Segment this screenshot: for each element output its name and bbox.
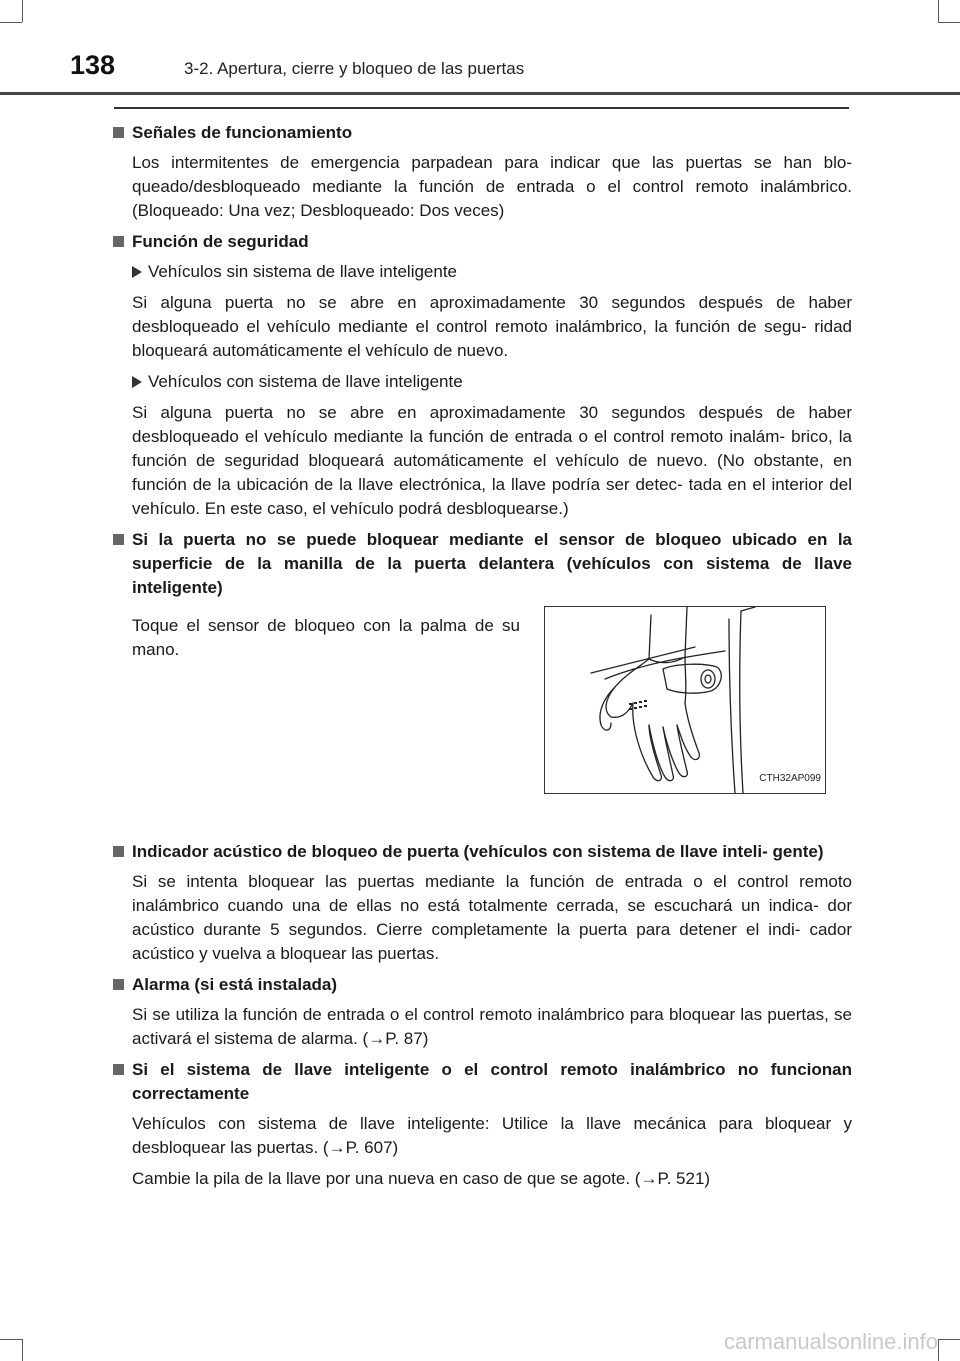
paragraph: Toque el sensor de bloqueo con la palma de su mano. [132,616,520,659]
paragraph: Si alguna puerta no se abre en aproximadamente 30 segundos después de haber desbloqueado el vehículo mediante el control remoto inalámbrico, la función de segu- ridad bloqueará automáticamente el vehículo de nuevo. [132,293,852,360]
page-number: 138 [70,50,116,80]
square-bullet-icon [113,1064,124,1075]
square-bullet-icon [113,236,124,247]
figure-row [112,606,852,828]
divider [114,107,849,109]
page-body [112,121,852,1198]
hand-on-door-handle-illustration [544,606,826,794]
square-bullet-icon [113,979,124,990]
crop-mark [22,1339,23,1361]
paragraph: Cambie la pila de la llave por una nueva en caso de que se agote. (→P. 521) [132,1169,711,1188]
heading: Si el sistema de llave inteligente o el control remoto inalámbrico no funcionan correctamente [112,1058,852,1106]
figure-code: CTH32AP099 [759,773,821,784]
crop-mark [22,0,23,22]
heading: Señales de funcionamiento [112,121,852,145]
square-bullet-icon [113,127,124,138]
watermark: carmanualsonline.info [723,1329,938,1354]
section-title: 3-2. Apertura, cierre y bloqueo de las puertas [184,59,525,78]
crop-mark [938,0,939,22]
paragraph: Los intermitentes de emergencia parpadean para indicar que las puertas se han blo- queado/desbloqueado mediante la función de entrada o el control remoto inalámbrico. (Bloqueado: Una vez; Desbloqueado: Dos veces) [132,153,852,220]
paragraph: Vehículos con sistema de llave inteligente: Utilice la llave mecánica para bloquear y desbloquear las puertas. (→P. 607) [132,1114,852,1157]
square-bullet-icon [113,846,124,857]
paragraph: Si alguna puerta no se abre en aproximadamente 30 segundos después de haber desbloqueado el vehículo mediante la función de entrada o el control remoto inalám- brico, la función de seguridad bloqueará automáticamente el vehículo de nuevo. (No obstante, en función de la ubicación de la llave electrónica, la llave podría ser detec- tada en el interior del vehículo. En este caso, el vehículo podrá desbloquearse.) [132,403,852,518]
sub-heading: Vehículos con sistema de llave inteligente [112,370,852,394]
heading: Alarma (si está instalada) [112,973,852,997]
paragraph: Si se intenta bloquear las puertas mediante la función de entrada o el control remoto inalámbrico cuando una de ellas no está totalmente cerrada, se escuchará un indica- dor acústico durante 5 segundos. Cierre completamente la puerta para detener el indi- cador acústico y vuelva a bloquear las puertas. [132,872,852,963]
heading: Indicador acústico de bloqueo de puerta (vehículos con sistema de llave inteli- gente) [112,840,852,864]
square-bullet-icon [113,534,124,545]
crop-mark [938,1339,939,1361]
crop-mark [0,1339,22,1340]
heading: Si la puerta no se puede bloquear mediante el sensor de bloqueo ubicado en la superficie de la manilla de la puerta delantera (vehículos con sistema de llave inteligente) [112,528,852,600]
triangle-bullet-icon [132,376,142,388]
hand-illustration-icon [545,607,825,793]
sub-heading: Vehículos sin sistema de llave inteligente [112,260,852,284]
crop-mark [938,22,960,23]
crop-mark [938,1339,960,1340]
heading: Función de seguridad [112,230,852,254]
triangle-bullet-icon [132,266,142,278]
paragraph: Si se utiliza la función de entrada o el control remoto inalámbrico para bloquear las puertas, se activará el sistema de alarma. (→P. 87) [132,1005,852,1048]
crop-mark [0,22,22,23]
